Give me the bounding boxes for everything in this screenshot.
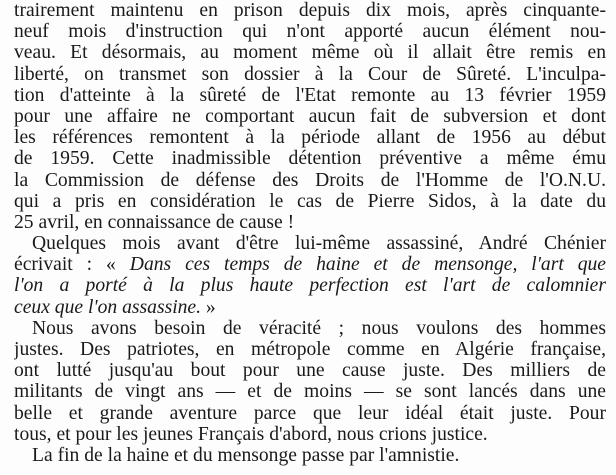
text-line: de 1959. Cette inadmissible détention préventive a même ému [14,148,606,170]
text-line: justes. Des patriotes, en métropole comme en Algérie française, [14,339,606,360]
quote-text: Dans ces temps de haine et de mensonge, l'art que [129,254,606,276]
text-line: Nous avons besoin de véracité ; nous voulons des hommes [32,317,606,339]
paragraph-4 [14,445,606,466]
text-line: trairement maintenu en prison depuis dix mois, après cinquante- [14,0,606,21]
text-line: 25 avril, en connaissance de cause ! [14,211,295,233]
paragraph-1 [14,0,606,233]
paragraph-2 [14,233,606,318]
text-line: militants de vingt ans — et de moins — se sont lancés dans une [14,381,606,403]
text-line: veau. Et désormais, au moment même où il allait être remis en [14,42,606,64]
document-text [14,0,606,466]
text-line: les références remontent à la période allant de 1956 au début [14,127,606,149]
text-line: neuf mois d'instruction qui n'ont apporté aucun élément nou- [14,21,606,43]
paragraph-3 [14,318,606,445]
text-line: La fin de la haine et du mensonge passe par l'amnistie. [32,444,460,466]
quote-open: écrivait : « [14,254,130,276]
text-line [14,297,606,318]
text-line: ont lutté jusqu'au bout pour une cause juste. Des milliers de [14,360,606,382]
text-line [14,275,606,296]
quote-text: l'on a porté à la plus haute perfection est l'art de calomnier [14,275,606,297]
text-line: liberté, on transmet son dossier à la Cour de Sûreté. L'inculpa- [14,63,606,85]
quote-close: » [201,296,216,318]
quote-text: ceux que l'on assassine. [14,296,202,318]
text-line: tion d'atteinte à la sûreté de l'Etat remonte au 13 février 1959 [14,84,606,106]
text-line: la Commission de défense des Droits de l'Homme de l'O.N.U. [14,169,606,191]
text-line [14,254,606,275]
text-line: belle et grande aventure parce que leur idéal était juste. Pour [14,402,606,424]
text-line: tous, et pour les jeunes Français d'abord, nous crions justice. [14,423,488,445]
text-line: Quelques mois avant d'être lui-même assassiné, André Chénier [32,233,606,255]
text-line: qui a pris en considération le cas de Pierre Sidos, à la date du [14,190,606,212]
text-line: pour une affaire ne comportant aucun fait de subversion et dont [14,105,606,127]
